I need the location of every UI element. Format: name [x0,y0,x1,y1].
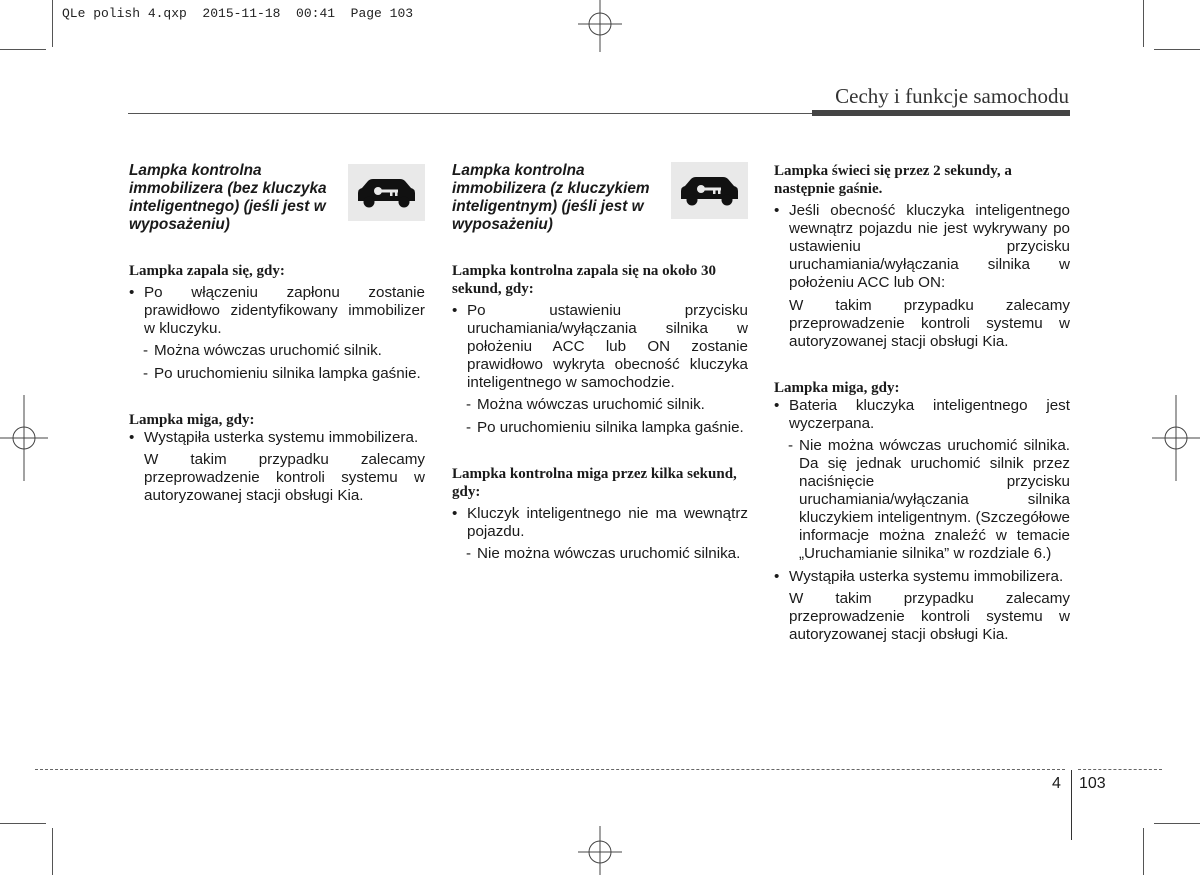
col3-subheading-2: Lampka miga, gdy: [774,380,900,396]
col2-bullet-1 [452,302,748,392]
col3-subheading-1: Lampka świeci się przez 2 sekundy, a następnie gaśnie. [774,163,1012,197]
col1-dash-2-text: Po uruchomieniu silnika lampka gaśnie. [154,365,421,382]
col1-dash-1-text: Można wówczas uruchomić silnik. [154,342,382,359]
col1-bullet-2 [129,429,425,447]
col1-heading: Lampka kontrolna immobilizera (bez kluczyka inteligentnego) (jeśli jest w wyposażeniu) [129,162,327,233]
crop-mark [0,49,46,50]
bullet-dot: • [774,397,780,414]
col3-bullet-3 [774,568,1070,586]
bullet-dot: • [452,505,458,522]
bullet-dot: • [129,429,135,446]
col2-dash-2 [452,419,748,437]
crop-mark [1154,49,1200,50]
print-header: QLe polish 4.qxp 2015-11-18 00:41 Page 103 [62,6,414,21]
col2-bullet-2 [452,505,748,541]
col2-bullet-2-text: Kluczyk inteligentnego nie ma wewnątrz pojazdu. [467,505,748,540]
dash-mark: - [466,545,472,562]
bullet-dot: • [129,284,135,301]
registration-mark-left [0,395,48,481]
col3-paragraph-2: W takim przypadku zalecamy przeprowadzenie kontroli systemu w autoryzowanej stacji obsługi Kia. [789,590,1070,643]
crop-mark [52,828,53,875]
dash-mark: - [466,419,472,436]
col3-bullet-1 [774,202,1070,292]
footer-rule-left [35,769,1065,770]
col2-bullet-1-text: Po ustawieniu przycisku uruchamiania/wyłączania silnika w położeniu ACC lub ON zostanie prawidłowo wykryta obecność kluczyka inteligentnego w samochodzie. [467,302,748,391]
crop-mark [0,823,46,824]
page-number: 103 [1079,775,1106,792]
col1-dash-2 [129,365,425,383]
col3-bullet-3-text: Wystąpiła usterka systemu immobilizera. [789,568,1064,585]
col2-subheading-2: Lampka kontrolna miga przez kilka sekund, gdy: [452,466,737,500]
col3-dash-1-text: Nie można wówczas uruchomić silnika. Da się jednak uruchomić silnik przez naciśnięcie przycisku uruchamiania/wyłączania silnika kluczykiem inteligentnym. (Szczegółowe informacje można znaleźć w temacie „Uruchamianie silnika” w rozdziale 6.) [799,437,1070,562]
col3-dash-1 [774,437,1070,563]
car-key-icon [348,164,425,221]
car-key-icon [671,162,748,219]
immobilizer-indicator-icon-1 [348,164,425,221]
col1-subheading-2: Lampka miga, gdy: [129,412,255,428]
registration-mark-top [570,0,630,52]
col3-bullet-1-text: Jeśli obecność kluczyka inteligentnego wewnątrz pojazdu nie jest wykrywany po ustawieniu przycisku uruchamiania/wyłączania silnika w położeniu ACC lub ON: [789,202,1070,291]
registration-mark-right [1152,395,1200,481]
footer-rule-right [1078,769,1162,770]
col1-bullet-1-text: Po włączeniu zapłonu zostanie prawidłowo zidentyfikowany immobilizer w kluczyku. [144,284,425,337]
crop-mark [1143,0,1144,47]
title-rule-accent [812,110,1070,116]
page-number-separator [1071,770,1072,840]
bullet-dot: • [774,202,780,219]
bullet-dot: • [774,568,780,585]
col2-dash-3-text: Nie można wówczas uruchomić silnika. [477,545,741,562]
col2-subheading-1: Lampka kontrolna zapala się na około 30 sekund, gdy: [452,263,716,297]
col2-dash-3 [452,545,748,563]
col2-dash-1 [452,396,748,414]
registration-mark-bottom [570,826,630,875]
column-2 [452,162,748,563]
col2-heading: Lampka kontrolna immobilizera (z kluczykiem inteligentnym) (jeśli jest w wyposażeniu) [452,162,650,233]
col3-bullet-2 [774,397,1070,433]
col2-dash-2-text: Po uruchomieniu silnika lampka gaśnie. [477,419,744,436]
dash-mark: - [143,342,149,359]
col1-subheading-1: Lampka zapala się, gdy: [129,263,285,279]
col3-paragraph-1: W takim przypadku zalecamy przeprowadzenie kontroli systemu w autoryzowanej stacji obsługi Kia. [789,297,1070,350]
col2-dash-1-text: Można wówczas uruchomić silnik. [477,396,705,413]
crop-mark [1143,828,1144,875]
crop-mark [1154,823,1200,824]
dash-mark: - [788,437,794,454]
col1-bullet-2-text: Wystąpiła usterka systemu immobilizera. [144,429,419,446]
chapter-number: 4 [1052,775,1061,792]
dash-mark: - [143,365,149,382]
dash-mark: - [466,396,472,413]
column-3 [774,162,1070,644]
col1-dash-1 [129,342,425,360]
crop-mark [52,0,53,47]
col3-bullet-2-text: Bateria kluczyka inteligentnego jest wyczerpana. [789,397,1070,432]
col1-paragraph: W takim przypadku zalecamy przeprowadzenie kontroli systemu w autoryzowanej stacji obsługi Kia. [144,451,425,504]
col1-bullet-1 [129,284,425,338]
section-title: Cechy i funkcje samochodu [835,84,1069,108]
immobilizer-indicator-icon-2 [671,162,748,219]
bullet-dot: • [452,302,458,319]
